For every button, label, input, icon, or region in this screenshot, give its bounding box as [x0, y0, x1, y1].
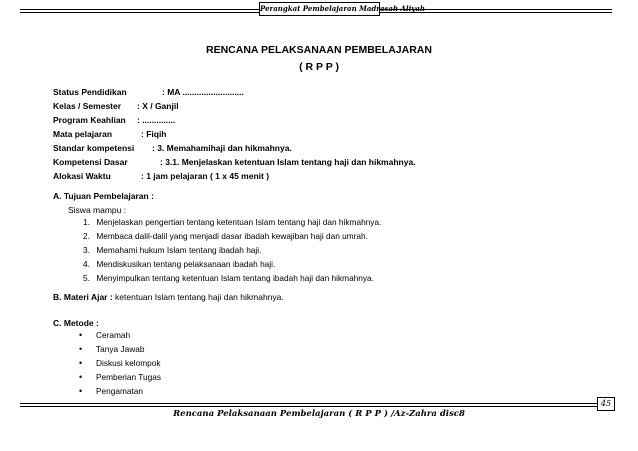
page-number: 45: [597, 397, 615, 411]
tujuan-heading: A. Tujuan Pembelajaran :: [53, 191, 154, 201]
status-label: Status Pendidikan: [53, 87, 127, 97]
item-text: Membaca dalil-dalil yang menjadi dasar ibadah kewajiban haji dan umrah.: [96, 231, 368, 241]
kelas-value: : X / Ganjil: [137, 101, 179, 111]
item-text: Ceramah: [96, 330, 131, 340]
item-number: 1.: [83, 217, 90, 227]
mapel-label: Mata pelajaran: [53, 129, 113, 139]
metode-list: [79, 328, 161, 398]
item-number: 3.: [83, 245, 90, 255]
item-text: Pengamatan: [96, 386, 144, 396]
item-text: Tanya Jawab: [96, 344, 145, 354]
list-item: [79, 328, 161, 342]
kd-value: : 3.1. Menjelaskan ketentuan Islam tentang haji dan hikmahnya.: [160, 157, 416, 167]
waktu-label: Alokasi Waktu: [53, 171, 111, 181]
mapel-value: : Fiqih: [141, 129, 167, 139]
item-text: Menjelaskan pengertian tentang ketentuan Islam tentang haji dan hikmahnya.: [96, 217, 382, 227]
list-item: [79, 384, 161, 398]
item-text: Menyimpulkan tentang ketentuan Islam tentang ibadah haji dan hikmahnya.: [96, 273, 374, 283]
list-item: [83, 243, 381, 257]
waktu-row: [53, 171, 269, 181]
bullet-icon: •: [79, 372, 83, 382]
footer-rule-bottom: [20, 406, 612, 407]
running-footer: Rencana Pelaksanaan Pembelajaran ( R P P ) /Az-Zahra disc8: [173, 409, 465, 419]
bullet-icon: •: [79, 330, 83, 340]
list-item: [79, 342, 161, 356]
status-row: [53, 87, 244, 97]
kd-row: [53, 157, 416, 167]
list-item: [79, 370, 161, 384]
document-title: RENCANA PELAKSANAAN PEMBELAJARAN: [206, 44, 432, 56]
list-item: [83, 229, 381, 243]
item-text: Memahami hukum Islam tentang ibadah haji.: [96, 245, 262, 255]
sk-label: Standar kompetensi: [53, 143, 135, 153]
tujuan-intro: Siswa mampu :: [68, 205, 127, 215]
mapel-row: [53, 129, 167, 139]
materi-text: ketentuan Islam tentang haji dan hikmahnya.: [115, 292, 284, 302]
metode-heading: C. Metode :: [53, 318, 99, 328]
item-number: 2.: [83, 231, 90, 241]
list-item: [79, 356, 161, 370]
list-item: [83, 271, 381, 285]
program-row: [53, 115, 175, 125]
list-item: [83, 215, 381, 229]
document-subtitle: ( R P P ): [299, 61, 339, 73]
kelas-row: [53, 101, 179, 111]
program-value: : ..............: [137, 115, 176, 125]
running-header: Perangkat Pembelajaran Madrasah Aliyah: [259, 2, 380, 16]
item-text: Pemberian Tugas: [96, 372, 162, 382]
sk-row: [53, 143, 292, 153]
tujuan-list: [83, 215, 381, 285]
bullet-icon: •: [79, 386, 83, 396]
bullet-icon: •: [79, 344, 83, 354]
materi-heading: B. Materi Ajar :: [53, 292, 113, 302]
materi-row: [53, 292, 284, 302]
program-label: Program Keahlian: [53, 115, 126, 125]
status-value: : MA ..........................: [162, 87, 244, 97]
kelas-label: Kelas / Semester: [53, 101, 122, 111]
bullet-icon: •: [79, 358, 83, 368]
footer-rule-top: [20, 403, 612, 404]
list-item: [83, 257, 381, 271]
item-number: 5.: [83, 273, 90, 283]
waktu-value: : 1 jam pelajaran ( 1 x 45 menit ): [141, 171, 270, 181]
item-text: Diskusi kelompok: [96, 358, 161, 368]
kd-label: Kompetensi Dasar: [53, 157, 128, 167]
sk-value: : 3. Memahamihaji dan hikmahnya.: [152, 143, 292, 153]
item-number: 4.: [83, 259, 90, 269]
item-text: Mendiskusikan tentang pelaksanaan ibadah haji.: [96, 259, 276, 269]
